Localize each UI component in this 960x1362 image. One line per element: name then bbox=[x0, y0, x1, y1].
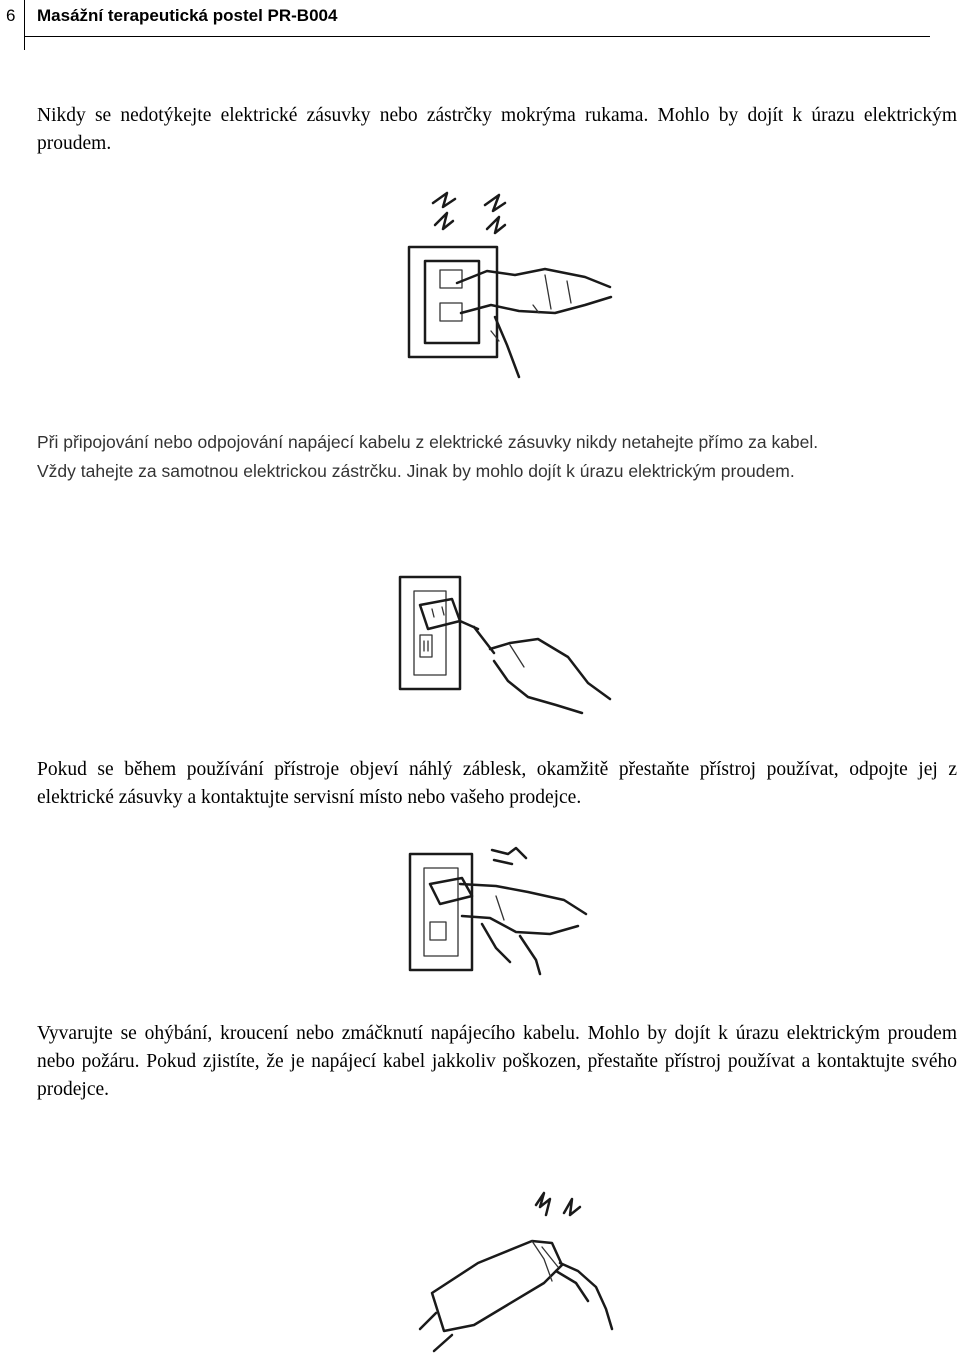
wet-hand-outlet-illustration bbox=[395, 185, 635, 400]
sudden-flash-warning-text: Pokud se během používání přístroje objeví náhlý záblesk, okamžitě přestaňte přístroj používat, odpojte jej z elektrické zásuvky a kontaktujte servisní místo nebo vašeho prodejce. bbox=[37, 759, 957, 808]
unplug-on-flash-illustration bbox=[400, 840, 600, 980]
damaged-plug-illustration bbox=[412, 1185, 622, 1357]
page-number: 6 bbox=[6, 6, 16, 25]
unplug-by-plug-illustration bbox=[378, 565, 628, 730]
page-header bbox=[0, 0, 960, 50]
document-title: Masážní terapeutická postel PR-B004 bbox=[37, 6, 338, 25]
warning-wet-hands-text: Nikdy se nedotýkejte elektrické zásuvky nebo zástrčky mokrýma rukama. Mohlo by dojít k úrazu elektrickým proudem. bbox=[37, 105, 957, 154]
pull-plug-text-line-1: Při připojování nebo odpojování napájecí kabelu z elektrické zásuvky nikdy netahejte přímo za kabel. bbox=[37, 432, 819, 452]
header-vertical-rule bbox=[24, 0, 25, 50]
cable-damage-warning-text: Vyvarujte se ohýbání, kroucení nebo zmáčknutí napájecího kabelu. Mohlo by dojít k úrazu elektrickým proudem nebo požáru. Pokud zjistíte, že je napájecí kabel jakkoliv poškozen, přestaňte přístroj používat a kontaktujte svého prodejce. bbox=[37, 1023, 957, 1100]
pull-plug-text-line-2: Vždy tahejte za samotnou elektrickou zástrčku. Jinak by mohlo dojít k úrazu elektrickým proudem. bbox=[37, 461, 795, 481]
header-horizontal-rule bbox=[24, 36, 930, 37]
